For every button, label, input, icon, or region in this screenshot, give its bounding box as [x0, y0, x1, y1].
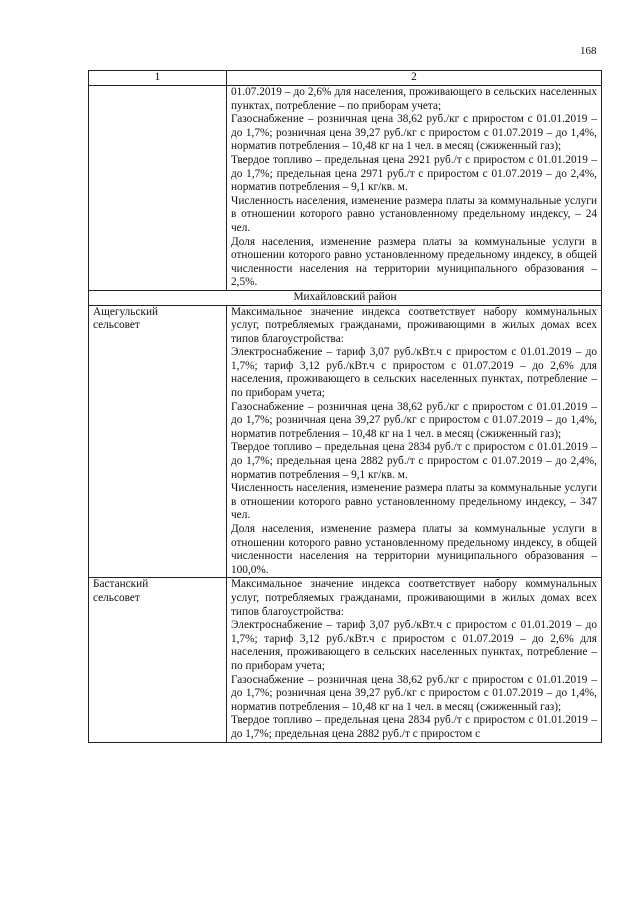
page-number: 168 — [580, 45, 597, 57]
district-row — [89, 290, 602, 305]
tariff-table — [88, 70, 602, 743]
table-header-row — [89, 71, 602, 86]
indicator-cell — [227, 578, 602, 742]
paragraph: Газоснабжение – розничная цена 38,62 руб./кг с приростом с 01.01.2019 – до 1,7%; розничная цена 39,27 руб./кг с приростом с 01.07.2019 – до 1,4%, норматив потребления – 10,48 кг на 1 чел. в месяц (сжиженный газ); — [231, 113, 597, 153]
paragraph: Численность населения, изменение размера платы за коммунальные услуги в отношении которого равно установленному предельному индексу, – 347 чел. — [231, 482, 597, 522]
paragraph: Максимальное значение индекса соответствует набору коммунальных услуг, потребляемых гражданами, проживающими в жилых домах всех типов благоустройства: — [231, 578, 597, 618]
paragraph: Электроснабжение – тариф 3,07 руб./кВт.ч с приростом с 01.01.2019 – до 1,7%; тариф 3,12 руб./кВт.ч с приростом с 01.07.2019 – до 2,6% для населения, проживающего в сельских населенных пунктах, потребление – по приборам учета; — [231, 619, 597, 672]
settlement-name: Бастанский сельсовет — [89, 578, 227, 742]
settlement-name — [89, 86, 227, 291]
indicator-cell — [227, 86, 602, 291]
paragraph: Максимальное значение индекса соответствует набору коммунальных услуг, потребляемых гражданами, проживающими в жилых домах всех типов благоустройства: — [231, 305, 597, 345]
table-row — [89, 305, 602, 578]
paragraph: Численность населения, изменение размера платы за коммунальные услуги в отношении которого равно установленному предельному индексу, – 24 чел. — [231, 194, 597, 234]
table-row — [89, 578, 602, 742]
paragraph: Электроснабжение – тариф 3,07 руб./кВт.ч с приростом с 01.01.2019 – до 1,7%; тариф 3,12 руб./кВт.ч с приростом с 01.07.2019 – до 2,6% для населения, проживающего в сельских населенных пунктах, потребление – по приборам учета; — [231, 346, 597, 400]
paragraph: Газоснабжение – розничная цена 38,62 руб./кг с приростом с 01.01.2019 – до 1,7%; розничная цена 39,27 руб./кг с приростом с 01.07.2019 – до 1,4%, норматив потребления – 10,48 кг на 1 чел. в месяц (сжиженный газ); — [231, 673, 597, 713]
paragraph: Доля населения, изменение размера платы за коммунальные услуги в отношении которого равно установленному предельному индексу, в общей численности населения на территории муниципального образования – 100,0%. — [231, 523, 597, 576]
paragraph: Газоснабжение – розничная цена 38,62 руб./кг с приростом с 01.01.2019 – до 1,7%; розничная цена 39,27 руб./кг с приростом с 01.07.2019 – до 1,4%, норматив потребления – 10,48 кг на 1 чел. в месяц (сжиженный газ); — [231, 400, 597, 440]
district-name: Михайловский район — [89, 290, 602, 305]
paragraph: 01.07.2019 – до 2,6% для населения, проживающего в сельских населенных пунктах, потребление – по приборам учета; — [231, 86, 597, 112]
table-row-continuation — [89, 86, 602, 291]
indicator-cell — [227, 305, 602, 578]
paragraph: Твердое топливо – предельная цена 2834 руб./т с приростом с 01.01.2019 – до 1,7%; предельная цена 2882 руб./т с приростом с — [231, 714, 597, 740]
paragraph: Твердое топливо – предельная цена 2834 руб./т с приростом с 01.01.2019 – до 1,7%; предельная цена 2882 руб./т с приростом с 01.07.2019 – до 2,4%, норматив потребления – 9,1 кг/кв. м. — [231, 441, 597, 481]
settlement-name: Ащегульский сельсовет — [89, 305, 227, 578]
paragraph: Твердое топливо – предельная цена 2921 руб./т с приростом с 01.01.2019 – до 1,7%; предельная цена 2971 руб./т с приростом с 01.07.2019 – до 2,4%, норматив потребления – 9,1 кг/кв. м. — [231, 153, 597, 194]
column-header-1: 1 — [89, 71, 227, 86]
paragraph: Доля населения, изменение размера платы за коммунальные услуги в отношении которого равно установленному предельному индексу, в общей численности населения на территории муниципального образования – 2,5%. — [231, 235, 597, 289]
column-header-2: 2 — [227, 71, 602, 86]
